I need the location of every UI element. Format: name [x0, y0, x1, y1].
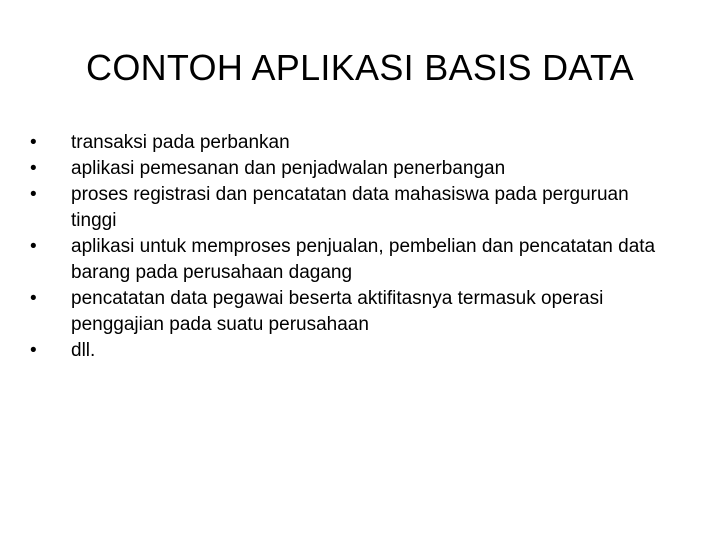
bullet-list — [30, 130, 670, 364]
bullet-dot-icon: • — [30, 132, 37, 153]
bullet-dot-icon: • — [30, 158, 37, 179]
bullet-text: transaksi pada perbankan — [71, 132, 290, 153]
bullet-text: dll. — [71, 340, 96, 361]
slide-title: CONTOH APLIKASI BASIS DATA — [86, 47, 634, 88]
bullet-dot-icon: • — [30, 236, 37, 257]
bullet-dot-icon: • — [30, 288, 37, 309]
bullet-item-penjualan — [30, 234, 670, 286]
bullet-item-transaksi — [30, 130, 670, 156]
bullet-item-registrasi — [30, 182, 670, 234]
bullet-item-penerbangan — [30, 156, 670, 182]
bullet-text: pencatatan data pegawai beserta aktifitasnya termasuk operasi penggajian pada suatu perusahaan — [71, 288, 604, 335]
bullet-text: aplikasi pemesanan dan penjadwalan penerbangan — [71, 158, 506, 179]
bullet-item-dll — [30, 338, 670, 364]
bullet-dot-icon: • — [30, 340, 37, 361]
bullet-text: proses registrasi dan pencatatan data mahasiswa pada perguruan tinggi — [71, 184, 629, 231]
bullet-item-pegawai — [30, 286, 670, 338]
bullet-text: aplikasi untuk memproses penjualan, pembelian dan pencatatan data barang pada perusahaan dagang — [71, 236, 656, 283]
bullet-dot-icon: • — [30, 184, 37, 205]
